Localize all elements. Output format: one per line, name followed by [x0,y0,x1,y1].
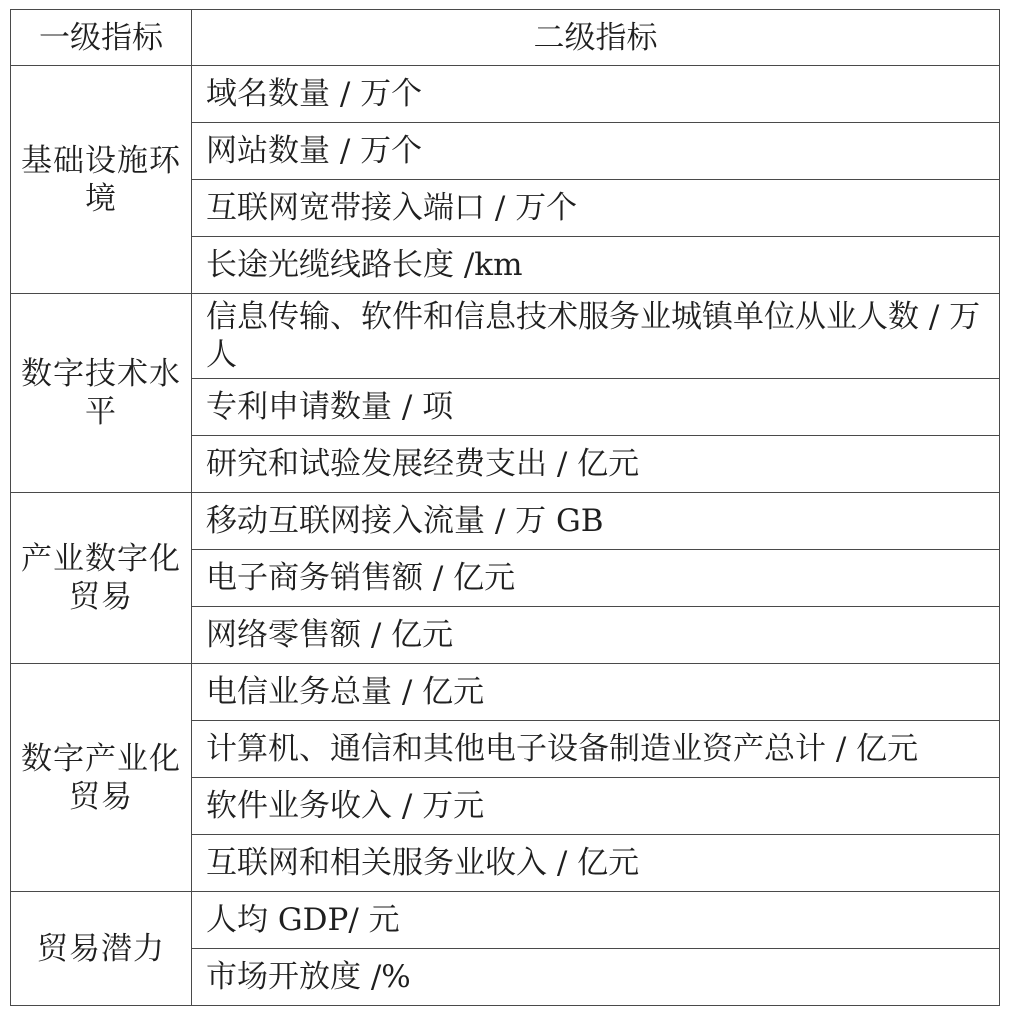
secondary-indicator-cell: 网站数量 / 万个 [192,123,1000,180]
secondary-indicator-cell: 专利申请数量 / 项 [192,379,1000,436]
primary-indicator-cell: 基础设施环境 [11,66,192,294]
secondary-indicator-cell: 电信业务总量 / 亿元 [192,664,1000,721]
header-secondary-indicator: 二级指标 [192,10,1000,66]
primary-indicator-cell: 数字技术水平 [11,294,192,493]
primary-indicator-cell: 数字产业化贸易 [11,664,192,892]
secondary-indicator-cell: 域名数量 / 万个 [192,66,1000,123]
secondary-indicator-cell: 网络零售额 / 亿元 [192,607,1000,664]
secondary-indicator-cell: 电子商务销售额 / 亿元 [192,550,1000,607]
secondary-indicator-cell: 市场开放度 /% [192,949,1000,1006]
secondary-indicator-cell: 信息传输、软件和信息技术服务业城镇单位从业人数 / 万人 [192,294,1000,379]
secondary-indicator-cell: 软件业务收入 / 万元 [192,778,1000,835]
secondary-indicator-cell: 互联网宽带接入端口 / 万个 [192,180,1000,237]
table-row [11,664,1000,721]
secondary-indicator-cell: 互联网和相关服务业收入 / 亿元 [192,835,1000,892]
table-row [11,294,1000,379]
table-row [11,493,1000,550]
secondary-indicator-cell: 长途光缆线路长度 /km [192,237,1000,294]
secondary-indicator-cell: 研究和试验发展经费支出 / 亿元 [192,436,1000,493]
secondary-indicator-cell: 计算机、通信和其他电子设备制造业资产总计 / 亿元 [192,721,1000,778]
primary-indicator-cell: 产业数字化贸易 [11,493,192,664]
header-primary-indicator: 一级指标 [11,10,192,66]
primary-indicator-cell: 贸易潜力 [11,892,192,1006]
table-row [11,892,1000,949]
table-header-row [11,10,1000,66]
secondary-indicator-cell: 移动互联网接入流量 / 万 GB [192,493,1000,550]
secondary-indicator-cell: 人均 GDP/ 元 [192,892,1000,949]
table-row [11,66,1000,123]
indicator-table [10,9,1000,1006]
indicator-table-wrapper [10,9,999,1016]
